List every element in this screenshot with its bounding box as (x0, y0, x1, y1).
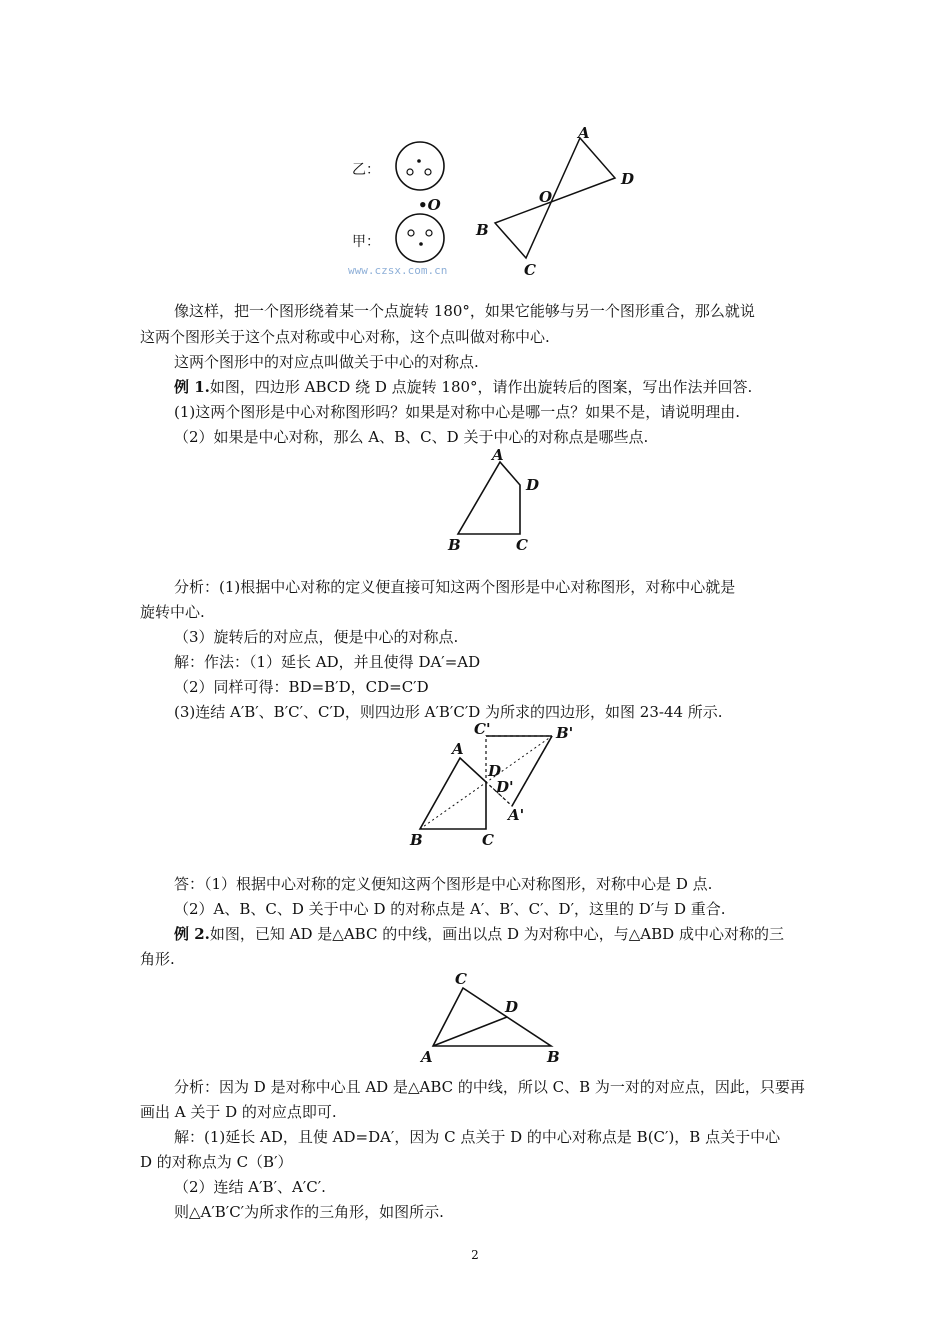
example-2-title (140, 923, 854, 945)
label-a: A (452, 740, 464, 758)
example-2-text-2: 角形. (140, 950, 175, 968)
example-1-text: 如图，四边形 ABCD 绕 D 点旋转 180°，请作出旋转后的图案，写出作法并回答. (209, 378, 753, 396)
label-b: B (410, 831, 423, 849)
solution-2-line-4: 则△A′B′C′为所求作的三角形，如图所示. (174, 1203, 444, 1221)
label-a-prime: A' (508, 806, 525, 824)
label-b: B (547, 1048, 560, 1066)
page-number: 2 (471, 1248, 479, 1262)
example-2-text: 如图，已知 AD 是△ABC 的中线，画出以点 D 为对称中心，与△ABD 成中心对称的三 (209, 925, 784, 943)
label-center-o: •O (418, 196, 441, 214)
label-a: A (578, 124, 590, 142)
solution-1-line-3: (3)连结 A′B′、B′C′、C′D，则四边形 A′B′C′D 为所求的四边形，如图 23-44 所示. (174, 703, 723, 721)
label-d: D (488, 762, 502, 780)
example-1-label: 例 1. (174, 378, 210, 396)
example-1-title (140, 376, 854, 398)
analysis-1-line-1: 分析：(1)根据中心对称的定义便直接可知这两个图形是中心对称图形，对称中心就是 (174, 578, 736, 596)
label-a: A (421, 1048, 433, 1066)
label-b: B (448, 536, 461, 554)
label-c-prime: C' (474, 720, 491, 738)
solution-2-line-3: （2）连结 A′B′、A′C′. (174, 1178, 326, 1196)
label-c: C (516, 536, 528, 554)
label-c: C (455, 970, 467, 988)
analysis-1-line-3: （3）旋转后的对应点，便是中心的对称点. (174, 628, 459, 646)
figure-quadrilateral-abcd (440, 446, 550, 556)
paragraph-symmetric-points: 这两个图形中的对应点叫做关于中心的对称点. (174, 353, 479, 371)
label-c: C (482, 831, 494, 849)
example-1-question-1: (1)这两个图形是中心对称图形吗？如果是对称中心是哪一点？如果不是，请说明理由. (174, 403, 741, 421)
label-jia: 甲： (352, 234, 380, 250)
analysis-1-line-2: 旋转中心. (140, 603, 205, 621)
label-o: O (539, 188, 553, 206)
watermark: www.czsx.com.cn (348, 264, 448, 277)
paragraph-definition-2: 这两个图形关于这个点对称或中心对称，这个点叫做对称中心. (140, 328, 550, 346)
original-quadrilateral (420, 758, 486, 829)
label-a: A (492, 446, 504, 464)
label-d: D (621, 170, 635, 188)
median-ad (433, 1017, 507, 1046)
circle-jia (396, 214, 444, 262)
label-d-prime: D' (496, 778, 514, 796)
answer-1-line-2: （2）A、B、C、D 关于中心 D 的对称点是 A′、B′、C′、D′，这里的 D′与 D 重合. (174, 900, 726, 918)
label-yi: 乙： (352, 162, 380, 178)
label-d: D (505, 998, 519, 1016)
analysis-2-line-1: 分析：因为 D 是对称中心且 AD 是△ABC 的中线，所以 C、B 为一对的对应点，因此，只要再 (174, 1078, 805, 1096)
figure-triangle-median (415, 966, 575, 1066)
analysis-2-line-2: 画出 A 关于 D 的对应点即可. (140, 1103, 337, 1121)
quadrilateral (458, 462, 520, 534)
triangle-abc (433, 988, 551, 1046)
solution-1-line-2: （2）同样可得：BD=B′D，CD=C′D (174, 678, 429, 696)
figure-rotated-quadrilateral (400, 716, 600, 856)
solution-2-line-2: D 的对称点为 C（B′） (140, 1153, 293, 1171)
crossing-quadrilateral (495, 138, 615, 258)
label-b-prime: B' (556, 724, 574, 742)
example-2-label: 例 2. (174, 925, 210, 943)
solution-1-line-1: 解：作法：（1）延长 AD，并且使得 DA′=AD (174, 653, 481, 671)
solution-2-line-1: 解：(1)延长 AD，且使 AD=DA′，因为 C 点关于 D 的中心对称点是 B(C′)，B 点关于中心 (174, 1128, 781, 1146)
label-c: C (524, 261, 536, 279)
figure-rotation-example (330, 122, 650, 282)
circle-yi (396, 142, 444, 190)
paragraph-definition-1: 像这样，把一个图形绕着某一个点旋转 180°，如果它能够与另一个图形重合，那么就说 (174, 302, 755, 320)
label-d: D (526, 476, 540, 494)
label-b: B (476, 221, 489, 239)
answer-1-line-1: 答：（1）根据中心对称的定义便知这两个图形是中心对称图形，对称中心是 D 点. (174, 875, 713, 893)
example-1-question-2: （2）如果是中心对称，那么 A、B、C、D 关于中心的对称点是哪些点. (174, 428, 649, 446)
